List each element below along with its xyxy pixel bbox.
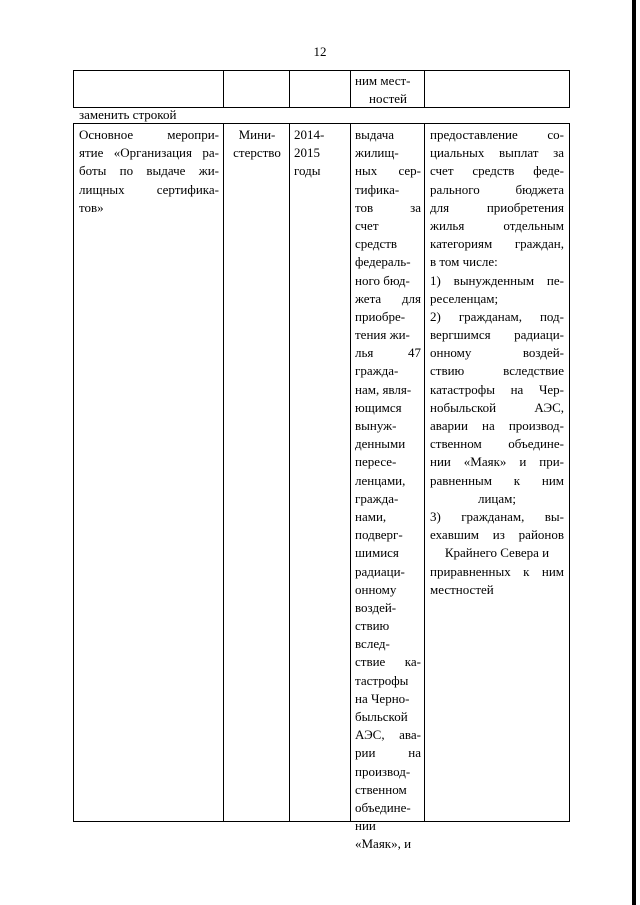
cell-activity — [79, 126, 219, 217]
text-line: пересе- — [355, 454, 397, 470]
text-line: нами, — [355, 508, 387, 524]
text-line: федераль- — [355, 254, 411, 270]
text-line: ного бюд- — [355, 272, 410, 288]
text-line: Основное меропри- — [79, 127, 219, 142]
cell-indicator — [430, 126, 564, 599]
cell-period — [294, 126, 346, 181]
text-line: 2014- — [294, 127, 325, 142]
text-line: Крайнего Севера и — [444, 545, 550, 561]
text-line: ствию вследствие — [430, 363, 564, 379]
text-line: тастрофы — [355, 672, 409, 688]
text-line: катастрофы на Чер- — [430, 381, 564, 397]
cell-executor — [228, 126, 286, 162]
text-line: лищных сертифика- — [79, 181, 219, 197]
text-line: лицам; — [477, 490, 516, 506]
text-line: воздей- — [355, 599, 397, 615]
text-line: АЭС, ава- — [355, 727, 421, 743]
text-line: онному воздей- — [430, 345, 564, 361]
text-line: гражда- — [355, 363, 399, 379]
text-line: равненным к ним — [430, 472, 564, 488]
text-line: реселенцам; — [430, 290, 499, 306]
text-line: нобыльской АЭС, — [430, 399, 564, 415]
cell-expected-result — [355, 126, 421, 854]
text-line: ствию — [355, 618, 390, 634]
text-line: денными — [355, 436, 406, 452]
text-line: вынуж- — [355, 418, 397, 433]
text-line: нам, явля- — [355, 381, 412, 397]
text-line: ных сер- — [355, 163, 421, 179]
text-line: жилищ- — [355, 145, 399, 161]
text-line: 2) гражданам, под- — [430, 308, 564, 324]
text-line: счет средств феде- — [430, 163, 564, 179]
text-line: на Черно- — [355, 690, 410, 706]
text-line: ственном объедине- — [430, 436, 564, 452]
text-line: ствие ка- — [355, 654, 421, 670]
text-line: счет — [355, 217, 379, 233]
text-line: средств — [355, 236, 398, 252]
text-line: производ- — [355, 763, 411, 779]
text-line: Мини- — [238, 127, 276, 142]
text-line: нии «Маяк» и при- — [430, 454, 564, 470]
text-line: категориям граждан, — [430, 236, 564, 252]
page-edge — [632, 0, 636, 905]
text-line: 1) вынужденным пе- — [430, 272, 564, 288]
text-line: лья 47 — [355, 345, 421, 361]
text-line: рии на — [355, 745, 421, 761]
text-line: «Маяк», и — [355, 836, 412, 852]
text-line: рального бюджета — [430, 181, 564, 197]
text-line: ленцами, — [355, 472, 406, 488]
text-line: аварии на производ- — [430, 418, 564, 433]
text-line: тения жи- — [355, 327, 410, 343]
text-line: ятие «Организация ра- — [79, 145, 219, 161]
text-line: ственном — [355, 781, 407, 797]
text-line: годы — [294, 163, 321, 179]
text-line: ностей — [369, 91, 407, 107]
text-line: приравненных к ним — [430, 563, 564, 579]
text-line: боты по выдаче жи- — [79, 163, 219, 179]
text-line: ехавшим из районов — [430, 527, 564, 543]
text-line: гражда- — [355, 490, 399, 506]
text-line: жета для — [355, 290, 421, 306]
text-line: местностей — [430, 581, 494, 597]
text-line: ющимся — [355, 399, 402, 415]
text-line: вслед- — [355, 636, 390, 652]
text-line: стерство — [233, 145, 281, 161]
text-line: онному — [355, 581, 397, 597]
text-line: тифика- — [355, 181, 400, 197]
replace-caption: заменить строкой — [79, 107, 177, 122]
text-line: 3) гражданам, вы- — [430, 508, 564, 524]
text-line: в том числе: — [430, 254, 498, 270]
text-line: вергшимся радиаци- — [430, 327, 564, 343]
top-row-col4 — [355, 72, 421, 108]
text-line: для приобретения — [430, 199, 564, 215]
text-line: быльской — [355, 709, 408, 724]
text-line: циальных выплат за — [430, 145, 564, 161]
text-line: приобре- — [355, 308, 406, 324]
text-line: ним мест- — [355, 73, 411, 88]
text-line: выдача — [355, 127, 395, 142]
text-line: шимися — [355, 545, 399, 561]
page-number: 12 — [313, 44, 327, 59]
text-line: нии — [355, 818, 376, 834]
text-line: тов» — [79, 199, 104, 215]
text-line: 2015 — [294, 145, 320, 161]
text-line: предоставление со- — [430, 127, 564, 142]
text-line: подверг- — [355, 527, 403, 543]
text-line: жилья отдельным — [430, 217, 564, 233]
text-line: объедине- — [355, 799, 411, 815]
text-line: радиаци- — [355, 563, 405, 579]
text-line: тов за — [355, 199, 421, 215]
